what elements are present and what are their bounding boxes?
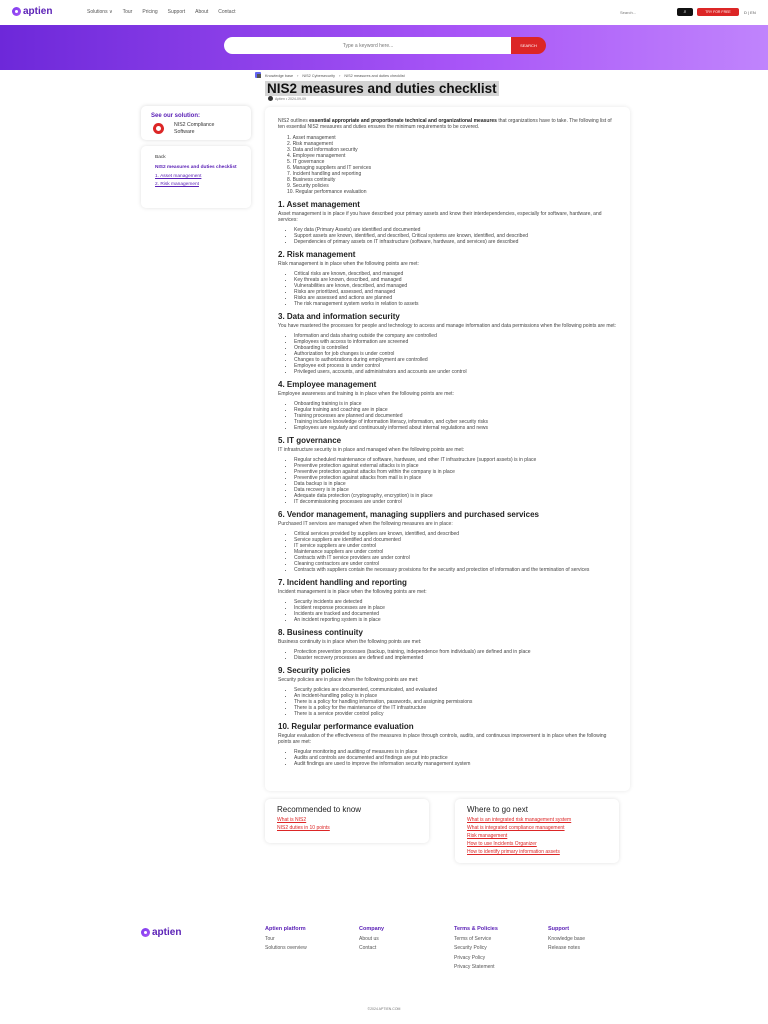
section-heading: 6. Vendor management, managing suppliers and purchased services <box>278 510 539 519</box>
section-paragraph: Risk management is in place when the following points are met: <box>278 261 419 267</box>
intro-paragraph <box>278 118 618 130</box>
footer-logo[interactable] <box>141 927 181 938</box>
list-item: • Support assets are known, identified, and described, Critical systems are known, identified, and described <box>294 233 618 239</box>
list-item: • Incidents are tracked and documented <box>294 611 618 617</box>
overview-item: 10. Regular performance evaluation <box>287 189 618 195</box>
footer-col-title: Company <box>359 926 385 932</box>
section-heading: 3. Data and information security <box>278 312 400 321</box>
menu-pricing[interactable]: Pricing <box>142 9 158 15</box>
overview-item: 9. Security policies <box>287 183 618 189</box>
breadcrumb-current: NIS2 measures and duties checklist <box>344 74 405 78</box>
list-item: • Dependencies of primary assets on IT infrastructure (software, hardware, and services) are described <box>294 239 618 245</box>
intro-text: NIS2 outlines <box>278 118 310 124</box>
list-item: • Key threats are known, described, and managed <box>294 277 618 283</box>
main-menu <box>87 9 235 15</box>
where-next-link[interactable]: How to identify primary information assets <box>467 849 560 855</box>
solution-card[interactable] <box>141 106 251 140</box>
section-paragraph: Asset management is in place if you have described your primary assets and know their interdependencies, especially for software, hardware, and services: <box>278 211 602 223</box>
overview-item: 5. IT governance <box>287 159 618 165</box>
footer-col-company <box>359 925 384 954</box>
author-date: Aptien • 2024-09-09 <box>275 96 306 101</box>
section-list <box>294 599 618 623</box>
home-icon[interactable] <box>257 74 261 78</box>
where-next-link[interactable]: How to use Incidents Organizer <box>467 841 537 847</box>
breadcrumb-knowledge-base[interactable]: Knowledge base <box>265 74 294 78</box>
section-paragraph: Incident management is in place when the following points are met: <box>278 589 427 595</box>
search-icon: ⌕ <box>683 9 687 15</box>
recommended-title: Recommended to know <box>277 805 362 814</box>
top-search-button[interactable] <box>677 8 693 16</box>
section-list <box>294 401 618 431</box>
where-next-title: Where to go next <box>467 805 528 814</box>
breadcrumb <box>257 74 405 78</box>
toc-link-asset-management[interactable]: 1. Asset management <box>155 174 202 180</box>
footer-link[interactable]: Security Policy <box>454 945 487 951</box>
section-paragraph: You have mastered the processes for people and technology to access and manage information and data permissions when the following points are met: <box>278 323 617 329</box>
menu-solutions[interactable]: Solutions ∨ <box>87 9 113 15</box>
list-item: • Critical services provided by suppliers are known, identified, and described <box>294 531 618 537</box>
section-list <box>294 227 618 245</box>
list-item: • Onboarding training is in place <box>294 401 618 407</box>
logo-text: aptien <box>23 6 53 17</box>
section-heading: 1. Asset management <box>278 200 360 209</box>
menu-support[interactable]: Support <box>167 9 186 15</box>
footer-col-terms <box>454 925 498 973</box>
footer-col-title: Aptien platform <box>265 926 306 932</box>
intro-text: that organizations have to take. The following list of ten essential NIS2 measures and duties ensures the minimum requirements to be covered. <box>278 118 612 130</box>
list-item: • Data recovery is in place <box>294 487 618 493</box>
list-item: • Service suppliers are identified and documented <box>294 537 618 543</box>
toc-link-risk-management[interactable]: 2. Risk management <box>155 182 199 188</box>
solution-name[interactable]: NIS2 Compliance Software <box>174 122 215 135</box>
list-item: • Data backup is in place <box>294 481 618 487</box>
footer-link[interactable]: Privacy Statement <box>454 964 495 970</box>
footer-link[interactable]: Release notes <box>548 945 580 951</box>
list-item: • Contracts with IT service providers are under control <box>294 555 618 561</box>
list-item: • Incident response processes are in place <box>294 605 618 611</box>
list-item: • Information and data sharing outside the company are controlled <box>294 333 618 339</box>
language-switch[interactable]: D | EN <box>744 10 756 15</box>
article-body <box>265 107 630 791</box>
section-heading: 8. Business continuity <box>278 628 363 637</box>
section-heading: 9. Security policies <box>278 666 351 675</box>
page-title: NIS2 measures and duties checklist <box>267 81 497 96</box>
list-item: • Contracts with suppliers contain the necessary provisions for the security and protection of information and the termination of services <box>294 567 618 573</box>
list-item: • Critical risks are known, described, and managed <box>294 271 618 277</box>
list-item: • There is a service provider control policy <box>294 711 618 717</box>
list-item: • The risk management system works in relation to assets <box>294 301 618 307</box>
list-item: • Vulnerabilities are known, described, and managed <box>294 283 618 289</box>
author-line <box>268 96 306 101</box>
overview-item: 1. Asset management <box>287 135 618 141</box>
list-item: • Key data (Primary Assets) are identified and documented <box>294 227 618 233</box>
footer-col-platform <box>265 925 307 954</box>
list-item: • IT decommissioning processes are under control <box>294 499 618 505</box>
list-item: • Regular monitoring and auditing of measures is in place <box>294 749 618 755</box>
where-next-link[interactable]: What is integrated compliance management <box>467 825 565 831</box>
section-list <box>294 271 618 307</box>
list-item: • Onboarding is controlled <box>294 345 618 351</box>
section-heading: 2. Risk management <box>278 250 356 259</box>
list-item: • Changes to authorizations during employment are controlled <box>294 357 618 363</box>
footer-col-title: Support <box>548 926 570 932</box>
list-item: • Preventive protection against external attacks is in place <box>294 463 618 469</box>
section-list <box>294 687 618 717</box>
list-item: • An incident reporting system is in place <box>294 617 618 623</box>
section-paragraph: Business continuity is in place when the following points are met: <box>278 639 422 645</box>
footer-col-support <box>548 925 585 954</box>
menu-tour[interactable]: Tour <box>122 9 133 15</box>
list-item: • Regular training and coaching are in place <box>294 407 618 413</box>
footer-link[interactable]: Privacy Policy <box>454 954 486 961</box>
list-item: • Employees with access to information are screened <box>294 339 618 345</box>
where-next-link[interactable]: What is an integrated risk management system <box>467 817 572 823</box>
list-item: • Preventive protection against attacks from within the company is in place <box>294 469 618 475</box>
where-next-card <box>455 799 619 863</box>
nis2-product-icon <box>153 123 164 134</box>
breadcrumb-nis2[interactable]: NIS2 Cybersecurity <box>302 74 336 78</box>
toc-current: NIS2 measures and duties checklist <box>155 165 237 170</box>
section-paragraph: Employee awareness and training is in place when the following points are met: <box>278 391 454 397</box>
section-heading: 5. IT governance <box>278 436 342 445</box>
list-item: • Regular scheduled maintenance of software, hardware, and other IT infrastructure (support assets) is in place <box>294 457 618 463</box>
overview-item: 4. Employee management <box>287 153 618 159</box>
solution-heading: See our solution: <box>151 113 201 119</box>
list-item: • Adequate data protection (cryptography, encryption) is in place <box>294 493 618 499</box>
footer-link[interactable]: Tour <box>265 935 275 942</box>
top-search-input[interactable]: Search... <box>620 10 637 15</box>
keyword-search-input[interactable] <box>224 37 512 54</box>
sections <box>278 200 618 767</box>
section-list <box>294 749 618 767</box>
try-for-free-button[interactable]: TRY FOR FREE <box>697 8 739 16</box>
aptien-logo[interactable] <box>12 6 52 17</box>
section-paragraph: Purchased IT services are managed when the following measures are in place: <box>278 521 453 527</box>
list-item: • There is a policy for the maintenance of the IT infrastructure <box>294 705 618 711</box>
menu-contact[interactable]: Contact <box>218 9 236 15</box>
overview-item: 8. Business continuity <box>287 177 618 183</box>
list-item: • Preventive protection against attacks from mail is in place <box>294 475 618 481</box>
section-paragraph: Regular evaluation of the effectiveness of the measures in place through controls, audits, and continuous improvement is in place when the following points are met: <box>278 733 607 745</box>
overview-item: 3. Data and information security <box>287 147 618 153</box>
section-paragraph: IT infrastructure security is in place and managed when the following points are met: <box>278 447 465 453</box>
toc-back-link[interactable]: Back <box>155 155 166 160</box>
overview-item: 6. Managing suppliers and IT services <box>287 165 618 171</box>
list-item: • Protection prevention processes (backup, training, independence from individuals) are defined and in place <box>294 649 618 655</box>
footer-link[interactable]: Knowledge base <box>548 935 585 942</box>
list-item: • Training processes are planned and documented <box>294 413 618 419</box>
section-heading: 10. Regular performance evaluation <box>278 722 414 731</box>
menu-about[interactable]: About <box>195 9 209 15</box>
list-item: • Employees are regularly and continuously informed about internal regulations and news <box>294 425 618 431</box>
keyword-search-button[interactable]: SEARCH <box>511 37 546 54</box>
top-nav <box>0 0 768 25</box>
section-list <box>294 649 618 661</box>
list-item: • Cleaning contractors are under control <box>294 561 618 567</box>
table-of-contents <box>141 146 251 208</box>
list-item: • Disaster recovery processes are defined and implemented <box>294 655 618 661</box>
overview-item: 7. Incident handling and reporting <box>287 171 618 177</box>
list-item: • Training includes knowledge of information literacy, information, and cyber security risks <box>294 419 618 425</box>
footer-link[interactable]: About us <box>359 935 379 942</box>
list-item: • IT service suppliers are under control <box>294 543 618 549</box>
breadcrumb-separator: › <box>297 74 299 78</box>
list-item: • Security policies are documented, communicated, and evaluated <box>294 687 618 693</box>
recommended-link[interactable]: NIS2 duties in 10 points <box>277 825 330 831</box>
list-item: • There is a policy for handling information, passwords, and assigning permissions <box>294 699 618 705</box>
breadcrumb-separator: › <box>339 74 341 78</box>
footer-link[interactable]: Terms of Service <box>454 935 492 942</box>
section-heading: 4. Employee management <box>278 380 377 389</box>
list-item: • Audit findings are used to improve the information security management system <box>294 761 618 767</box>
copyright: ©2024 APTIEN.COM <box>367 1007 401 1011</box>
footer-link[interactable]: Contact <box>359 945 377 951</box>
list-item: • Security incidents are detected <box>294 599 618 605</box>
section-list <box>294 333 618 375</box>
avatar <box>268 96 273 101</box>
section-paragraph: Security policies are in place when the following points are met: <box>278 677 419 683</box>
list-item: • Risks are prioritized, assessed, and managed <box>294 289 618 295</box>
list-item: • Authorization for job changes is under control <box>294 351 618 357</box>
section-heading: 7. Incident handling and reporting <box>278 578 407 587</box>
overview-item: 2. Risk management <box>287 141 618 147</box>
recommended-card <box>265 799 429 843</box>
aptien-logo-icon <box>141 928 150 937</box>
list-item: • Employee exit process is under control <box>294 363 618 369</box>
list-item: • Risks are assessed and actions are planned <box>294 295 618 301</box>
footer-link[interactable]: Solutions overview <box>265 945 307 951</box>
list-item: • Audits and controls are documented and findings are put into practice <box>294 755 618 761</box>
where-next-link[interactable]: Risk management <box>467 833 508 839</box>
recommended-link[interactable]: What is NIS2 <box>277 817 307 823</box>
hero-banner <box>0 25 768 70</box>
aptien-logo-icon <box>12 7 21 16</box>
section-list <box>294 457 618 505</box>
list-item: • Maintenance suppliers are under control <box>294 549 618 555</box>
list-item: • Privileged users, accounts, and administrators and accounts are under control <box>294 369 618 375</box>
logo-text: aptien <box>152 927 182 938</box>
overview-list <box>287 135 618 195</box>
footer-col-title: Terms & Policies <box>454 926 498 932</box>
section-list <box>294 531 618 573</box>
list-item: • An incident-handling policy is in place <box>294 693 618 699</box>
intro-bold: essential appropriate and proportionate technical and organizational measures <box>309 118 497 124</box>
